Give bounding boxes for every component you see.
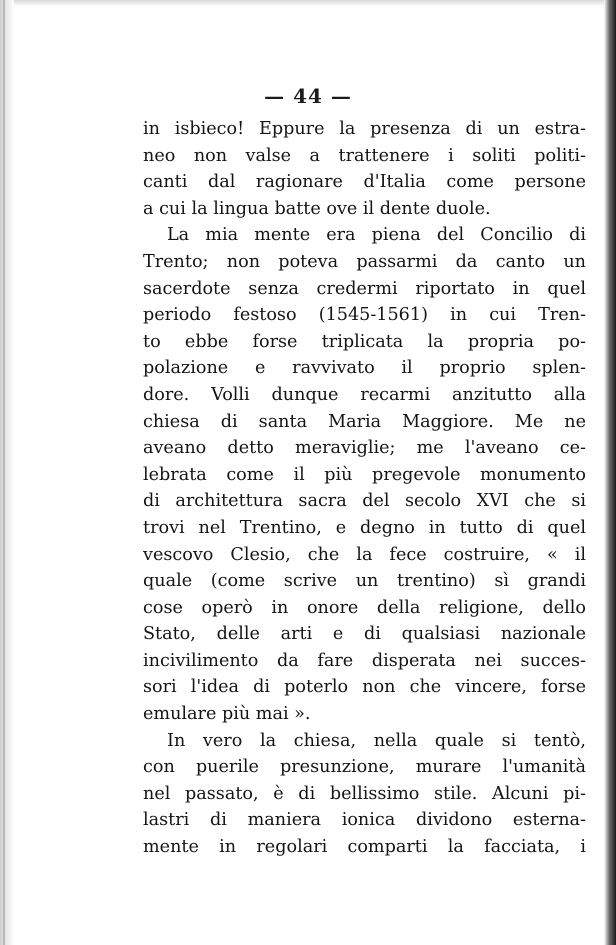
page-top-edge (0, 0, 616, 6)
text-line: aveano detto meraviglie; me l'aveano ce- (143, 438, 586, 459)
text-line: canti dal ragionare d'Italia come persone (143, 172, 586, 193)
text-line: in isbieco! Eppure la presenza di un estra- (143, 119, 586, 139)
text-line: La mia mente era piena del Concilio di (167, 225, 586, 246)
text-line: Stato, delle arti e di qualsiasi nazionale (143, 624, 586, 645)
text-line: emulare più mai ». (143, 704, 311, 725)
text-line: lastri di maniera ionica dividono esterna- (143, 810, 586, 831)
text-line: nel passato, è di bellissimo stile. Alcuni pi- (143, 783, 586, 804)
body-text (143, 116, 586, 861)
text-line: sacerdote senza credermi riportato in quel (143, 278, 586, 299)
text-line: Trento; non poteva passarmi da canto un (143, 251, 586, 272)
text-line: a cui la lingua batte ove il dente duole. (143, 198, 491, 219)
text-line: polazione e ravvivato il proprio splen- (143, 358, 586, 379)
text-line: periodo festoso (1545-1561) in cui Tren- (143, 305, 586, 326)
text-line: quale (come scrive un trentino) sì grandi (143, 571, 586, 592)
text-line: mente in regolari comparti la facciata, i (143, 837, 586, 858)
text-line: cose operò in onore della religione, dello (143, 597, 586, 618)
text-line: dore. Volli dunque recarmi anzitutto alla (143, 384, 586, 405)
text-line: In vero la chiesa, nella quale si tentò, (167, 730, 586, 751)
text-line: incivilimento da fare disperata nei succes- (143, 650, 586, 671)
page-number: — 44 — (264, 84, 352, 108)
text-line: chiesa di santa Maria Maggiore. Me ne (143, 411, 586, 432)
text-line: di architettura sacra del secolo XVI che si (143, 491, 586, 512)
binding-shadow (3, 0, 5, 945)
text-line: neo non valse a trattenere i soliti politi- (143, 145, 586, 166)
page-right-edge (604, 0, 616, 945)
text-line: trovi nel Trentino, e degno in tutto di quel (143, 517, 586, 538)
text-line: con puerile presunzione, murare l'umanità (143, 757, 586, 778)
text-line: lebrata come il più pregevole monumento (143, 464, 586, 485)
text-line: to ebbe forse triplicata la propria po- (143, 331, 586, 352)
text-line: vescovo Clesio, che la fece costruire, « il (143, 544, 586, 565)
text-line: sori l'idea di poterlo non che vincere, forse (143, 677, 586, 698)
